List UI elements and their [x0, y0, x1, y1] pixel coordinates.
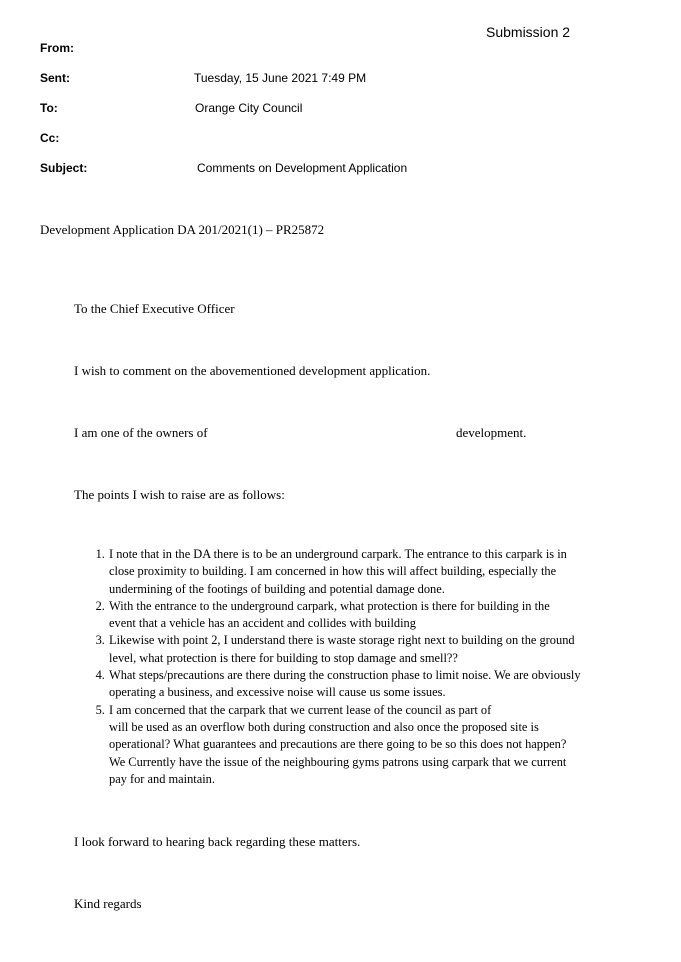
to-value: Orange City Council	[195, 101, 303, 115]
point-line: 4. What steps/precautions are there during the construction phase to limit noise. We are obviously	[109, 668, 581, 683]
points-list	[90, 546, 638, 788]
list-item	[108, 667, 638, 702]
owner-line-suffix: development.	[456, 425, 527, 440]
application-reference: Development Application DA 201/2021(1) – PR25872	[40, 222, 325, 237]
from-label: From:	[40, 41, 74, 55]
points-intro: The points I wish to raise are as follows:	[74, 487, 285, 502]
point-line: operational? What guarantees and precautions are there going to be so this does not happen?	[109, 737, 567, 752]
submission-label: Submission 2	[486, 24, 571, 40]
point-line: operating a business, and excessive noise will cause us some issues.	[109, 685, 446, 700]
salutation: To the Chief Executive Officer	[74, 301, 235, 316]
intro-paragraph: I wish to comment on the abovementioned development application.	[74, 363, 431, 378]
point-line: pay for and maintain.	[109, 771, 215, 786]
point-line: 3. Likewise with point 2, I understand there is waste storage right next to building on the ground	[109, 633, 575, 648]
sent-label: Sent:	[40, 71, 70, 85]
closing-line: I look forward to hearing back regarding these matters.	[74, 834, 361, 849]
point-line: will be used as an overflow both during construction and also once the proposed site is	[109, 719, 539, 734]
point-line: 2. With the entrance to the underground carpark, what protection is there for building in the	[109, 598, 550, 613]
point-line: level, what protection is there for building to stop damage and smell??	[109, 650, 458, 665]
to-label: To:	[40, 101, 58, 115]
subject-value: Comments on Development Application	[197, 161, 408, 175]
subject-label: Subject:	[40, 161, 88, 175]
point-line: event that a vehicle has an accident and collides with building	[109, 616, 416, 631]
list-item	[108, 702, 638, 788]
point-line: undermining of the footings of building and potential damage done.	[109, 581, 445, 596]
list-item	[108, 598, 638, 633]
list-item	[108, 632, 638, 667]
point-line: 5. I am concerned that the carpark that we current lease of the council as part of	[109, 702, 492, 717]
list-item	[108, 546, 638, 598]
sign-off: Kind regards	[74, 896, 142, 911]
point-line: close proximity to building. I am concerned in how this will affect building, especially the	[109, 564, 557, 579]
cc-label: Cc:	[40, 131, 60, 145]
sent-value: Tuesday, 15 June 2021 7:49 PM	[194, 71, 367, 85]
point-line: We Currently have the issue of the neighbouring gyms patrons using carpark that we current	[109, 754, 567, 769]
owner-line-prefix: I am one of the owners of	[74, 425, 208, 440]
point-line: 1. I note that in the DA there is to be an underground carpark. The entrance to this carpark is in	[109, 547, 567, 561]
